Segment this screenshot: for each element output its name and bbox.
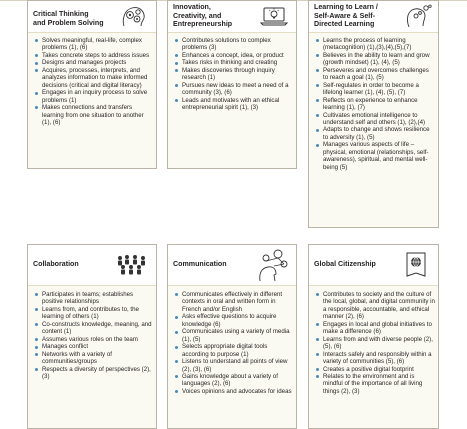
card-title: Communication <box>173 260 227 268</box>
list-item: Acquires, processes, interprets, and analyzes information to make informed decisions (critical and digital literacy) <box>34 67 153 89</box>
list-item: Engages in local and global initiatives to make a difference (6) <box>315 321 435 336</box>
list-item: Participates in teams; establishes positive relationships <box>34 291 153 306</box>
list-item: Cultivates emotional intelligence to understand self and others (1), (2),(4) <box>315 112 435 127</box>
list-item: Designs and manages projects <box>34 59 153 66</box>
card-global-citizenship <box>308 244 439 429</box>
list-item: Believes in the ability to learn and grow (growth mindset) (1), (4), (5) <box>315 52 435 67</box>
list-item: Perseveres and overcomes challenges to reach a goal (1), (5) <box>315 67 435 82</box>
list-item: Learns from and with diverse people (2), (5), (6) <box>315 336 435 351</box>
list-item: Interacts safely and responsibly within a variety of communities (5), (6) <box>315 351 435 366</box>
list-item: Communicates effectively in different contexts in oral and written form in French and/or English <box>174 291 293 313</box>
globe-book-icon <box>404 251 428 279</box>
laptop-idea-icon <box>258 4 290 28</box>
communication-network-icon <box>254 248 290 282</box>
card-innovation <box>167 0 297 169</box>
list-item: Leads and motivates with an ethical entrepreneurial spirit (1), (3) <box>174 97 293 112</box>
list-item: Listens to understand all points of view (2), (3), (6) <box>174 358 293 373</box>
list-item: Learns the process of learning (metacognition) (1),(3),(4),(5),(7) <box>315 37 435 52</box>
card-header <box>168 1 296 33</box>
list-item: Networks with a variety of communities/groups <box>34 351 153 366</box>
bullet-list <box>34 37 153 126</box>
list-item: Relates to the environment and is mindful of the importance of all living things (2), (3) <box>315 373 435 395</box>
gears-head-icon <box>118 4 150 28</box>
list-item: Manages various aspects of life – physical, emotional (relationships, self-awareness), spiritual, and mental well-being (5) <box>315 141 435 171</box>
list-item: Learns from, and contributes to, the learning of others (1) <box>34 306 153 321</box>
list-item: Voices opinions and advocates for ideas <box>174 388 293 395</box>
list-item: Communicates using a variety of media (1), (5) <box>174 328 293 343</box>
list-item: Engages in an inquiry process to solve problems (1) <box>34 89 153 104</box>
bullet-list <box>315 37 435 171</box>
card-critical-thinking <box>27 0 157 169</box>
list-item: Assumes various roles on the team <box>34 336 153 343</box>
bullet-list <box>34 291 153 380</box>
bullet-list <box>174 291 293 395</box>
card-header <box>309 1 438 33</box>
card-header <box>309 245 438 286</box>
list-item: Solves meaningful, real-life, complex problems (1), (6) <box>34 37 153 52</box>
card-header <box>28 245 156 286</box>
list-item: Manages conflict <box>34 343 153 350</box>
thinking-head-icon <box>400 4 432 28</box>
list-item: Pursues new ideas to meet a need of a community (3), (6) <box>174 82 293 97</box>
list-item: Respects a diversity of perspectives (2), (3) <box>34 366 153 381</box>
card-header <box>28 1 156 33</box>
card-title: Critical Thinking and Problem Solving <box>33 10 104 27</box>
list-item: Reflects on experience to enhance learning (1), (7) <box>315 97 435 112</box>
bullet-list <box>174 37 293 112</box>
list-item: Adapts to change and shows resilience to adversity (1), (5) <box>315 126 435 141</box>
list-item: Enhances a concept, idea, or product <box>174 52 293 59</box>
card-header <box>168 245 296 286</box>
list-item: Contributes to society and the culture of the local, global, and digital community in a responsible, accountable, and ethical manner (2), (6) <box>315 291 435 321</box>
card-communication <box>167 244 297 429</box>
card-title: Innovation, Creativity, and Entrepreneurship <box>173 3 233 28</box>
list-item: Asks effective questions to acquire knowledge (6) <box>174 313 293 328</box>
list-item: Self-regulates in order to become a lifelong learner (1), (4), (5), (7) <box>315 82 435 97</box>
list-item: Contributes solutions to complex problems (3) <box>174 37 293 52</box>
list-item: Gains knowledge about a variety of languages (2), (6) <box>174 373 293 388</box>
list-item: Selects appropriate digital tools according to purpose (1) <box>174 343 293 358</box>
card-title: Learning to Learn / Self-Aware & Self- Directed Learning <box>314 3 378 28</box>
list-item: Takes risks in thinking and creating <box>174 59 293 66</box>
card-title: Global Citizenship <box>314 260 376 268</box>
list-item: Makes connections and transfers learning from one situation to another (1), (6) <box>34 104 153 126</box>
list-item: Takes concrete steps to address issues <box>34 52 153 59</box>
list-item: Makes discoveries through inquiry research (1) <box>174 67 293 82</box>
list-item: Creates a positive digital footprint <box>315 366 435 373</box>
list-item: Co-constructs knowledge, meaning, and content (1) <box>34 321 153 336</box>
bullet-list <box>315 291 435 395</box>
team-people-icon <box>114 253 150 277</box>
card-collaboration <box>27 244 157 429</box>
card-learning-to-learn <box>308 0 439 228</box>
card-title: Collaboration <box>33 260 79 268</box>
